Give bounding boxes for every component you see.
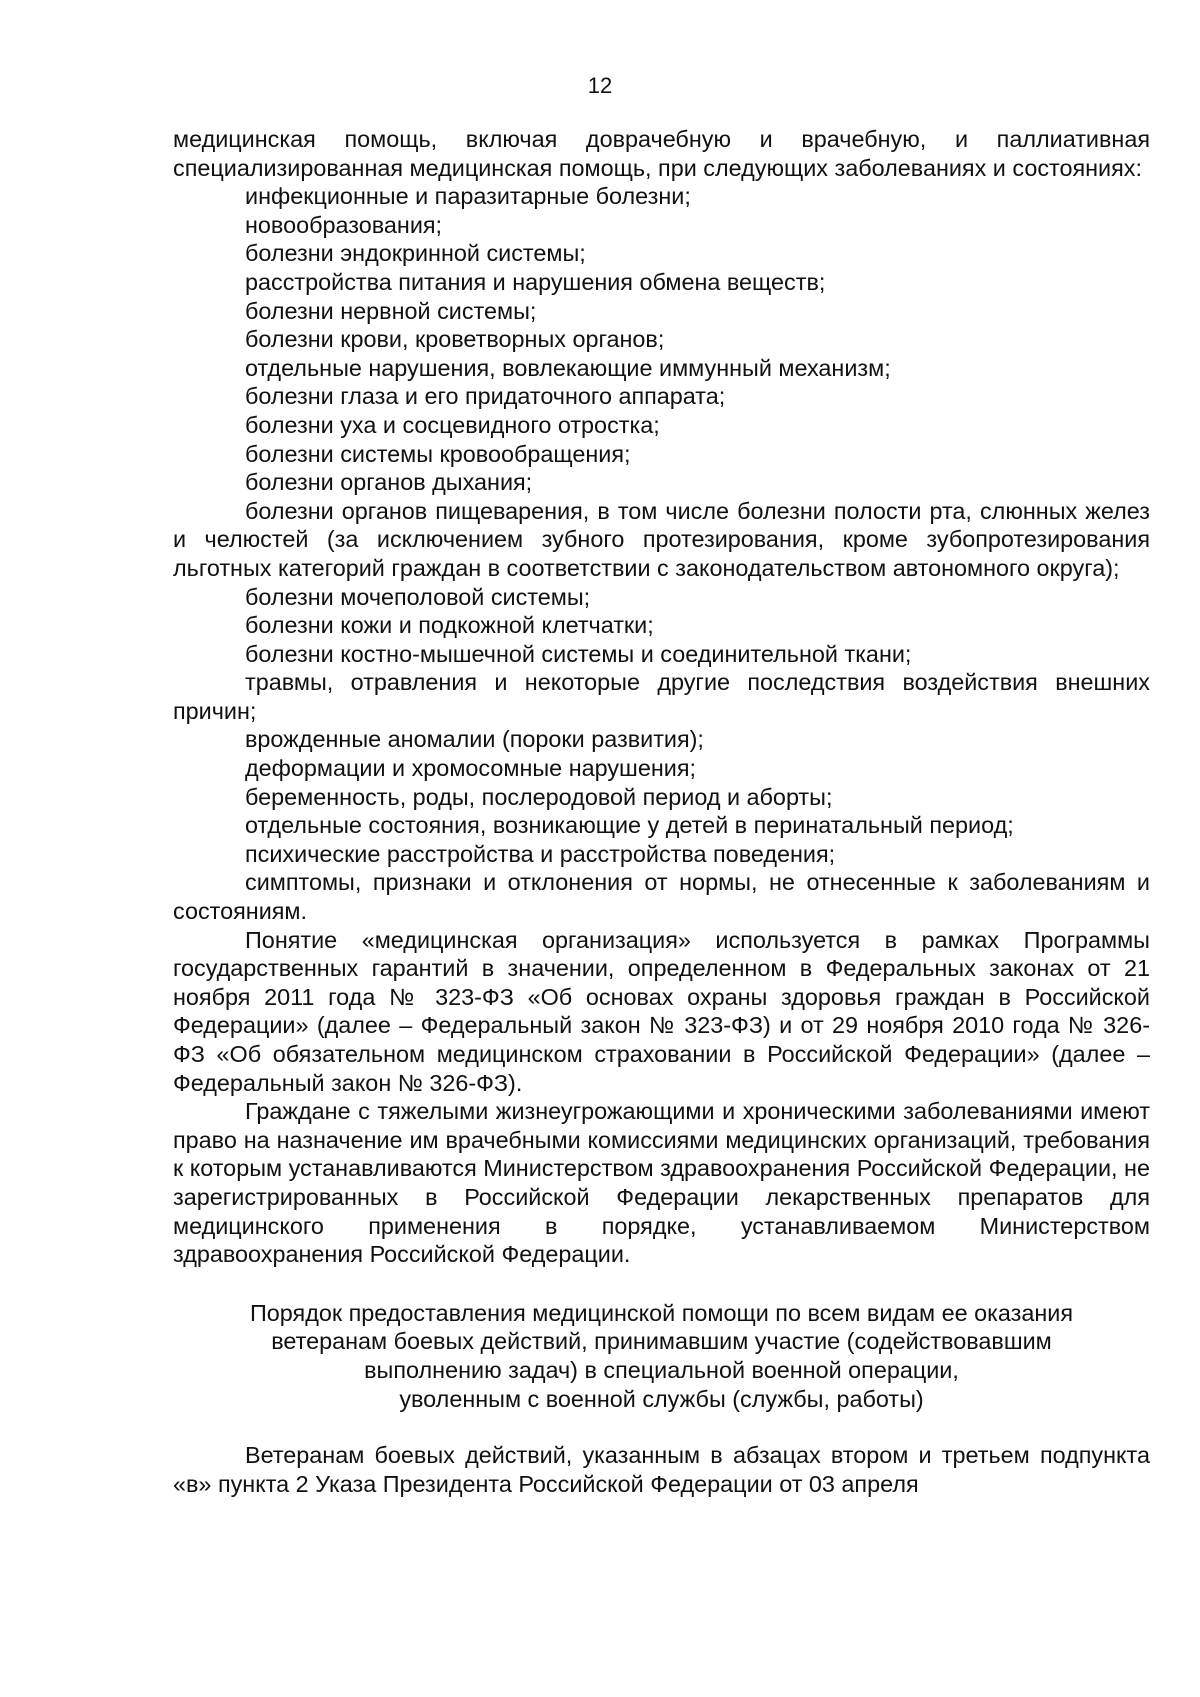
section-heading-line: уволенным с военной службы (службы, работы) (399, 1385, 924, 1412)
condition-item: отдельные состояния, возникающие у детей в перинатальный период; (245, 812, 1014, 839)
section-spacer (173, 1413, 1150, 1441)
citizens-paragraph: Граждане с тяжелыми жизнеугрожающими и хроническими заболеваниями имеют право на назначение им врачебными комиссиями медицинских организаций, требования к которым устанавливаются Министерством здравоохранения Российской Федерации, не зарегистрированных в Российской Федерации лекарственных препаратов для медицинского применения в порядке, устанавливаемом Министерством здравоохранения Российской Федерации. (173, 1098, 1150, 1268)
section-heading-line: ветеранам боевых действий, принимавшим участие (содействовавшим (271, 1328, 1052, 1355)
condition-item: болезни мочеполовой системы; (245, 583, 591, 610)
section-heading (173, 1299, 1150, 1413)
condition-item: расстройства питания и нарушения обмена веществ; (245, 268, 826, 295)
section-heading-line: Порядок предоставления медицинской помощи по всем видам ее оказания (249, 1299, 1074, 1326)
condition-item: болезни костно-мышечной системы и соединительной ткани; (245, 640, 912, 667)
condition-item: болезни крови, кроветворных органов; (245, 326, 665, 353)
condition-item: болезни кожи и подкожной клетчатки; (245, 612, 654, 639)
condition-item: симптомы, признаки и отклонения от нормы, не отнесенные к заболеваниям и состояниям. (173, 869, 1150, 925)
condition-item: болезни органов дыхания; (245, 469, 533, 496)
conditions-list (173, 182, 1150, 925)
intro-paragraph: медицинская помощь, включая доврачебную и врачебную, и паллиативная специализированная медицинская помощь, при следующих заболеваниях и состояниях: (173, 126, 1150, 181)
condition-item: отдельные нарушения, вовлекающие иммунный механизм; (245, 354, 891, 381)
condition-item: беременность, роды, послеродовой период и аборты; (245, 783, 833, 810)
condition-item: болезни глаза и его придаточного аппарата; (245, 383, 726, 410)
condition-item: инфекционные и паразитарные болезни; (245, 183, 691, 210)
document-body (173, 125, 1150, 1498)
condition-item: деформации и хромосомные нарушения; (245, 755, 696, 782)
condition-item: болезни органов пищеварения, в том числе болезни полости рта, слюнных желез и челюстей (за исключением зубного протезирования, кроме зубопротезирования льготных категорий граждан в соответствии с законодательством автономного округа); (173, 497, 1150, 581)
veterans-paragraph: Ветеранам боевых действий, указанным в абзацах втором и третьем подпункта «в» пункта 2 Указа Президента Российской Федерации от 03 апреля (173, 1442, 1150, 1497)
condition-item: врожденные аномалии (пороки развития); (245, 726, 704, 753)
condition-item: болезни системы кровообращения; (245, 440, 631, 467)
condition-item: психические расстройства и расстройства поведения; (245, 840, 836, 867)
condition-item: болезни эндокринной системы; (245, 240, 586, 267)
condition-item: новообразования; (245, 211, 443, 238)
organization-paragraph: Понятие «медицинская организация» используется в рамках Программы государственных гарантий в значении, определенном в Федеральных законах от 21 ноября 2011 года № 323-ФЗ «Об основах охраны здоровья граждан в Российской Федерации» (далее – Федеральный закон № 323-ФЗ) и от 29 ноября 2010 года № 326-ФЗ «Об обязательном медицинском страховании в Российской Федерации» (далее – Федеральный закон № 326-ФЗ). (173, 926, 1150, 1096)
condition-item: болезни нервной системы; (245, 297, 537, 324)
page-number: 12 (587, 73, 613, 98)
condition-item: травмы, отравления и некоторые другие последствия воздействия внешних причин; (173, 669, 1150, 724)
section-heading-line: выполнению задач) в специальной военной операции, (364, 1356, 959, 1383)
condition-item: болезни уха и сосцевидного отростка; (245, 411, 660, 438)
